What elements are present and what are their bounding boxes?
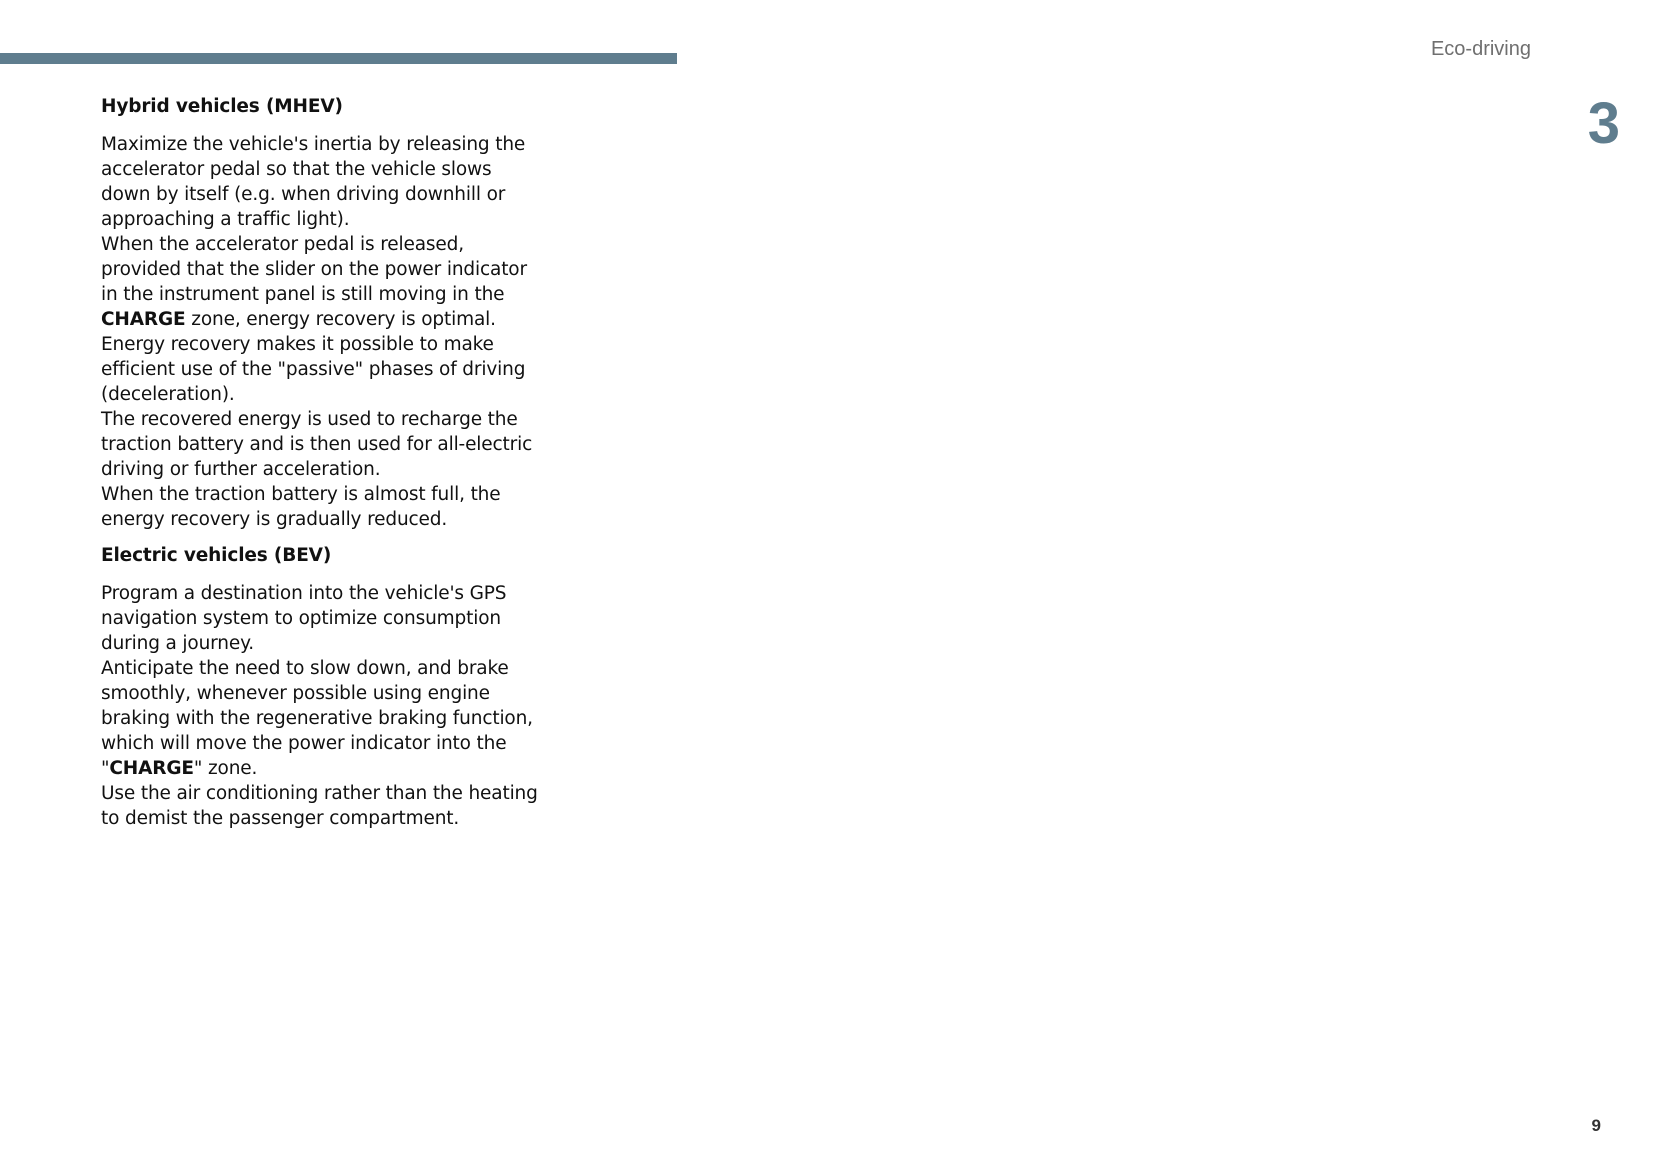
section-heading: Electric vehicles (BEV) [101, 545, 332, 566]
chapter-number: 3 [1587, 91, 1620, 156]
chapter-title: Eco-driving [1430, 38, 1531, 60]
text-line: during a journey. [101, 633, 254, 654]
main-content [101, 94, 571, 831]
text-line [101, 307, 571, 332]
text-line: which will move the power indicator into the [101, 733, 507, 754]
emphasis-charge: CHARGE [101, 309, 186, 330]
text-line: Program a destination into the vehicle's GPS [101, 583, 507, 604]
section-body [101, 581, 571, 831]
text-line: When the traction battery is almost full, the [101, 484, 501, 505]
text-line: to demist the passenger compartment. [101, 808, 460, 829]
text-line: When the accelerator pedal is released, [101, 234, 464, 255]
text-line: (deceleration). [101, 384, 235, 405]
text-fragment: " zone. [193, 758, 258, 779]
page-number: 9 [1591, 1116, 1601, 1135]
text-line: energy recovery is gradually reduced. [101, 509, 448, 530]
text-line: down by itself (e.g. when driving downhill or [101, 184, 506, 205]
text-line: in the instrument panel is still moving in the [101, 284, 505, 305]
text-line: traction battery and is then used for all-electric [101, 434, 533, 455]
text-line: Use the air conditioning rather than the heating [101, 783, 538, 804]
text-line: provided that the slider on the power indicator [101, 259, 527, 280]
text-line: driving or further acceleration. [101, 459, 381, 480]
text-fragment: " [101, 758, 110, 779]
text-line: Anticipate the need to slow down, and brake [101, 658, 509, 679]
section [101, 543, 571, 831]
text-line: smoothly, whenever possible using engine [101, 683, 490, 704]
text-line: braking with the regenerative braking function, [101, 708, 533, 729]
section [101, 94, 571, 532]
text-line: The recovered energy is used to recharge the [101, 409, 518, 430]
text-line: efficient use of the "passive" phases of driving [101, 359, 526, 380]
text-fragment: zone, energy recovery is optimal. [185, 309, 496, 330]
text-line: approaching a traffic light). [101, 209, 350, 230]
section-body [101, 132, 571, 532]
text-line: Maximize the vehicle's inertia by releasing the [101, 134, 526, 155]
header-accent-bar [0, 53, 677, 64]
emphasis-charge: CHARGE [109, 758, 194, 779]
text-line: navigation system to optimize consumption [101, 608, 501, 629]
text-line [101, 756, 571, 781]
text-line: Energy recovery makes it possible to make [101, 334, 494, 355]
section-heading: Hybrid vehicles (MHEV) [101, 96, 343, 117]
text-line: accelerator pedal so that the vehicle slows [101, 159, 492, 180]
